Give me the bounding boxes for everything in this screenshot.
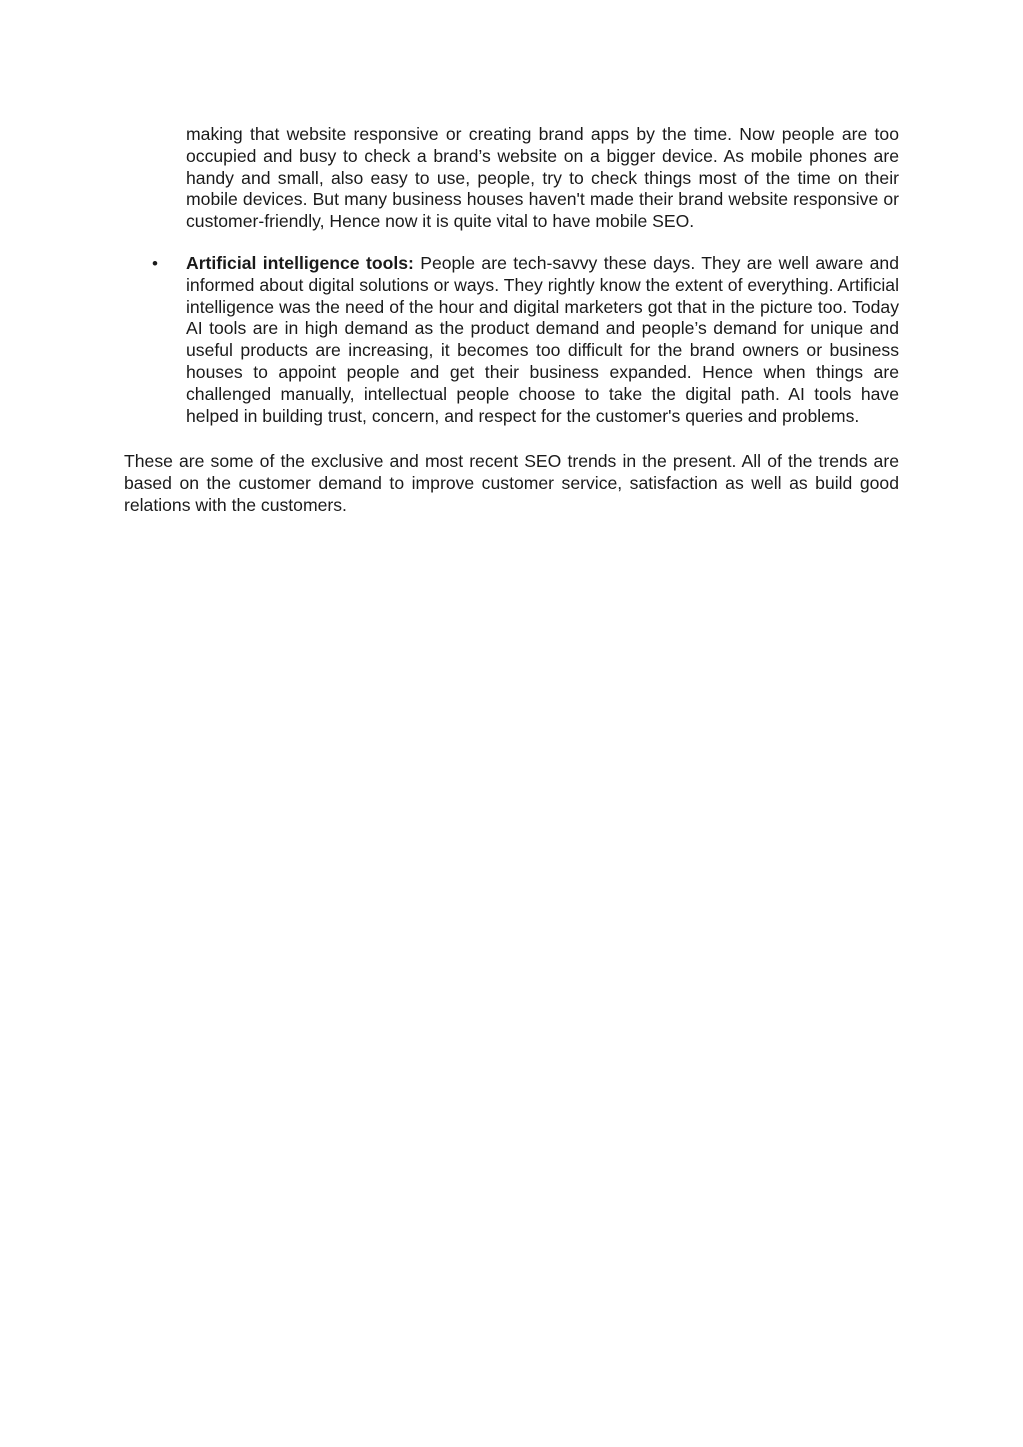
- bullet-icon: •: [152, 253, 158, 273]
- mobile-seo-paragraph-continued: making that website responsive or creating brand apps by the time. Now people are too occupied and busy to check a brand’s website on a bigger device. As mobile phones are handy and small, also easy to use, people, try to check things most of the time on their mobile devices. But many business houses haven't made their brand website responsive or customer-friendly, Hence now it is quite vital to have mobile SEO.: [186, 124, 899, 232]
- bullet-heading: Artificial intelligence tools:: [186, 252, 414, 273]
- bullet-item-ai-tools: [152, 252, 899, 427]
- closing-paragraph: These are some of the exclusive and most recent SEO trends in the present. All of the trends are based on the customer demand to improve customer service, satisfaction as well as build good relations with the customers.: [124, 451, 899, 515]
- document-body: [124, 124, 899, 517]
- bullet-text: People are tech-savvy these days. They are well aware and informed about digital solutions or ways. They rightly know the extent of everything. Artificial intelligence was the need of the hour and digital marketers got that in the picture too. Today AI tools are in high demand as the product demand and people’s demand for unique and useful products are increasing, it becomes too difficult for the brand owners or business houses to appoint people and get their business expanded. Hence when things are challenged manually, intellectual people choose to take the digital path. AI tools have helped in building trust, concern, and respect for the customer's queries and problems.: [186, 252, 899, 426]
